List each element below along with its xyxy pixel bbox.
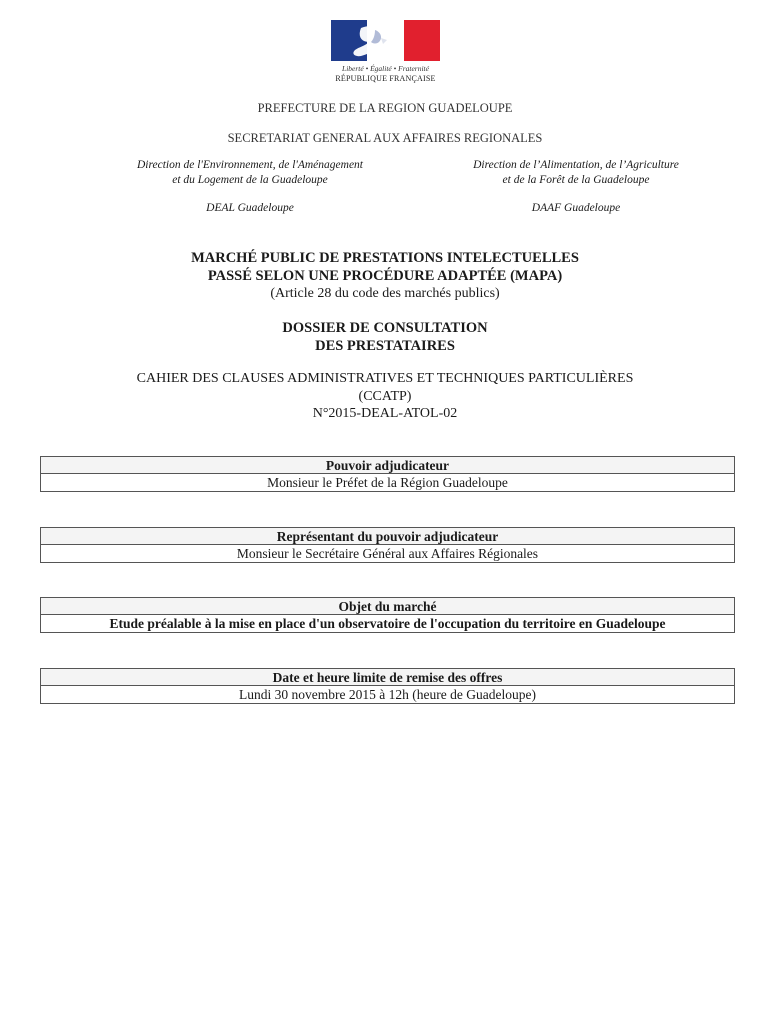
- market-article: (Article 28 du code des marchés publics): [270, 286, 500, 301]
- objet-marche-box: [40, 597, 735, 633]
- cahier-line1: CAHIER DES CLAUSES ADMINISTRATIVES ET TECHNIQUES PARTICULIÈRES: [136, 371, 634, 386]
- deal-direction-line2: et du Logement de la Guadeloupe: [172, 174, 328, 186]
- market-title-line2: PASSÉ SELON UNE PROCÉDURE ADAPTÉE (MAPA): [207, 268, 563, 284]
- cahier-line2: (CCATP): [358, 389, 412, 404]
- deal-short-name: DEAL Guadeloupe: [206, 202, 294, 214]
- daaf-direction: [426, 158, 726, 188]
- deal-direction-line1: Direction de l'Environnement, de l'Aménagement: [136, 159, 363, 171]
- deal-direction: [100, 158, 400, 188]
- republique-francaise-logo: [331, 20, 440, 84]
- box-value: Monsieur le Secrétaire Général aux Affaires Régionales: [236, 546, 539, 561]
- secretariat-heading: SECRETARIAT GENERAL AUX AFFAIRES REGIONALES: [227, 131, 543, 145]
- motto: Liberté • Égalité • Fraternité: [342, 64, 429, 73]
- daaf-short-name: DAAF Guadeloupe: [531, 202, 621, 214]
- daaf-direction-line1: Direction de l’Alimentation, de l’Agriculture: [473, 159, 679, 171]
- box-heading: Objet du marché: [41, 598, 734, 615]
- prefecture-heading: PREFECTURE DE LA REGION GUADELOUPE: [257, 101, 513, 115]
- box-heading: Représentant du pouvoir adjudicateur: [41, 528, 734, 545]
- representant-box: [40, 527, 735, 563]
- marianne-profile-icon: [331, 20, 440, 61]
- dossier-line1: DOSSIER DE CONSULTATION: [282, 320, 488, 336]
- pouvoir-adjudicateur-box: [40, 456, 735, 492]
- cahier-number: N°2015-DEAL-ATOL-02: [312, 406, 458, 421]
- box-heading: Date et heure limite de remise des offres: [41, 669, 734, 686]
- dossier-line2: DES PRESTATAIRES: [315, 338, 455, 354]
- box-value: Monsieur le Préfet de la Région Guadeloupe: [267, 475, 508, 490]
- market-title-line1: MARCHÉ PUBLIC DE PRESTATIONS INTELECTUELLES: [191, 250, 579, 266]
- box-heading: Pouvoir adjudicateur: [41, 457, 734, 474]
- republic-name: RÉPUBLIQUE FRANÇAISE: [335, 74, 436, 83]
- daaf-direction-line2: et de la Forêt de la Guadeloupe: [502, 174, 650, 186]
- date-limite-box: [40, 668, 735, 704]
- box-value: Etude préalable à la mise en place d'un observatoire de l'occupation du territoire en Guadeloupe: [109, 616, 666, 631]
- box-value: Lundi 30 novembre 2015 à 12h (heure de Guadeloupe): [239, 687, 536, 702]
